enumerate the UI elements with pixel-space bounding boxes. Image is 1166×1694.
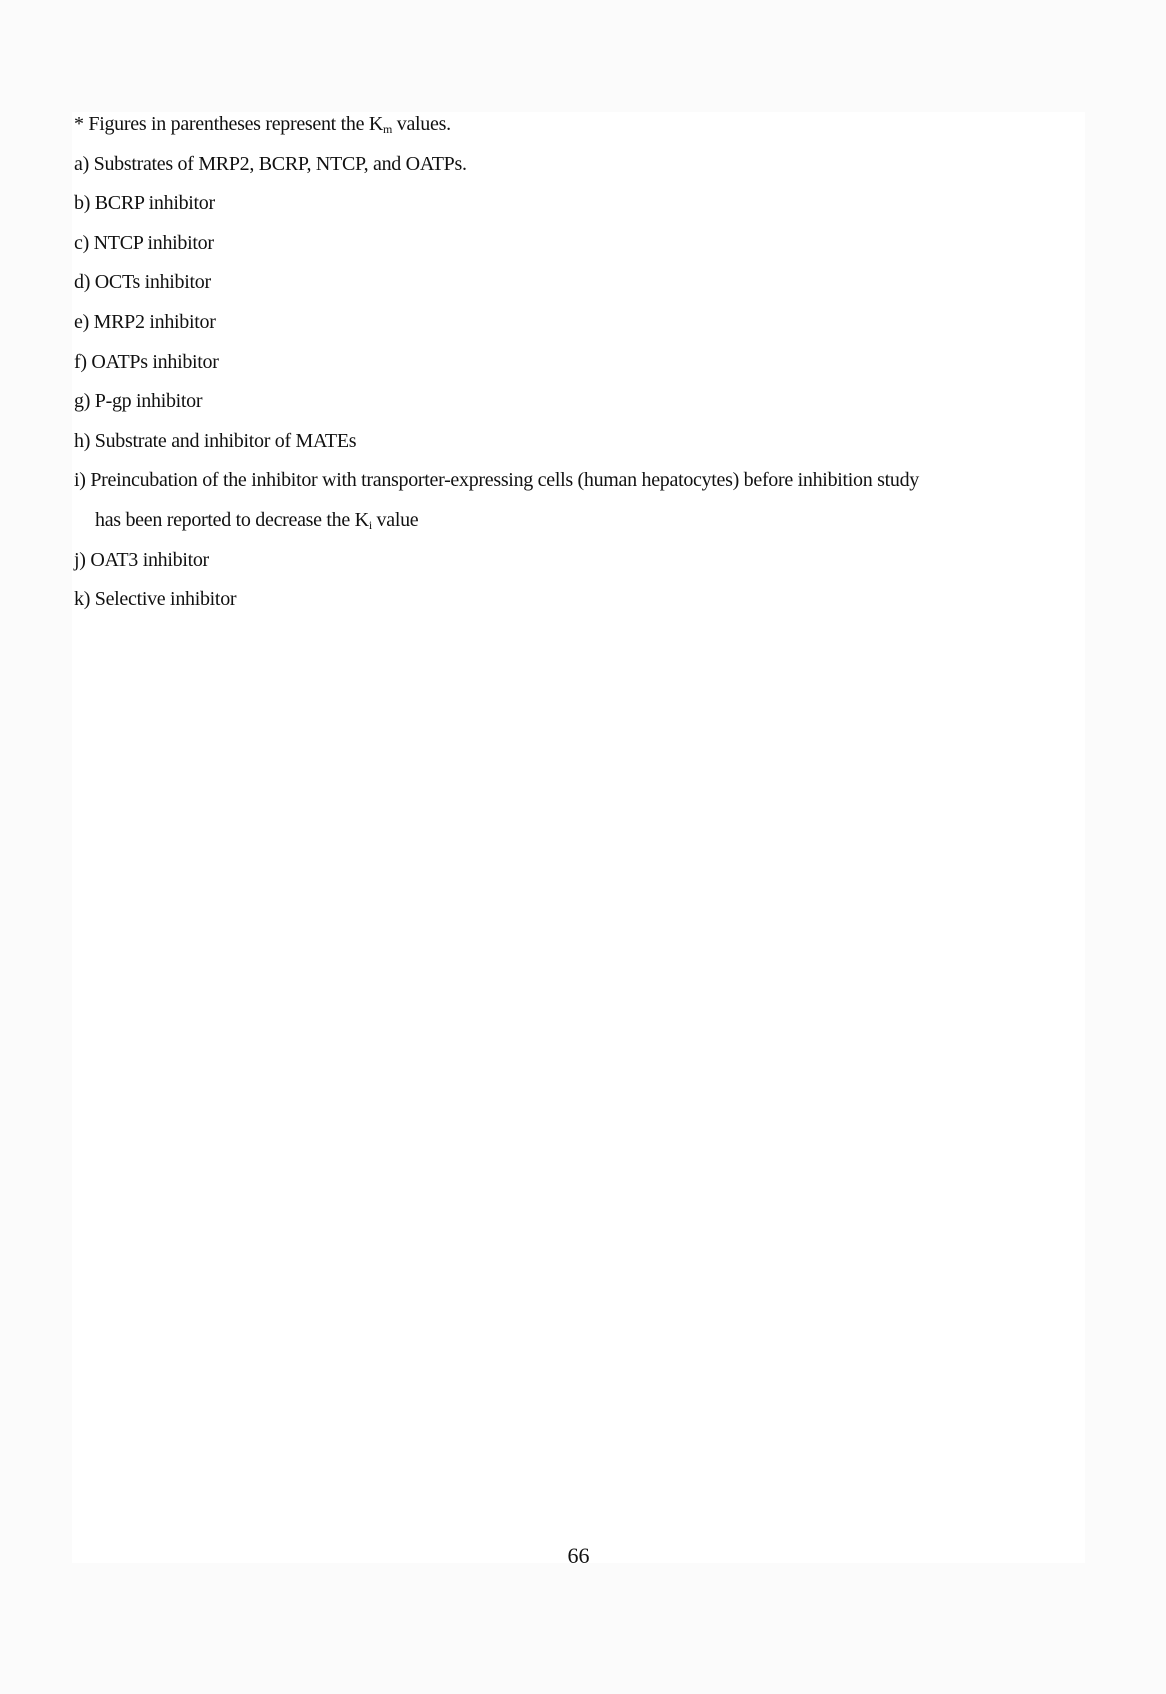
- footnote-f: f) OATPs inhibitor: [74, 351, 219, 373]
- footnote-e: e) MRP2 inhibitor: [74, 311, 216, 333]
- footnote-i: i) Preincubation of the inhibitor with transporter-expressing cells (human hepatocytes) before inhibition study: [74, 469, 919, 491]
- footnote-k: k) Selective inhibitor: [74, 588, 237, 610]
- footnote-b: b) BCRP inhibitor: [74, 192, 215, 214]
- footnote-g: g) P-gp inhibitor: [74, 390, 203, 412]
- footnote-text: * Figures in parentheses represent the K: [74, 113, 384, 135]
- footnote-i-continued: [95, 508, 418, 532]
- footnote-text: value: [371, 509, 419, 531]
- subscript: m: [383, 122, 393, 136]
- footnote-d: d) OCTs inhibitor: [74, 271, 211, 293]
- page-number: 66: [567, 1543, 590, 1568]
- footnote-h: h) Substrate and inhibitor of MATEs: [74, 430, 357, 452]
- footnote-a: a) Substrates of MRP2, BCRP, NTCP, and OATPs.: [74, 153, 467, 175]
- footnote-text: values.: [392, 113, 451, 135]
- footnote-text: has been reported to decrease the K: [95, 509, 369, 531]
- subscript: i: [368, 518, 372, 532]
- footnote-c: c) NTCP inhibitor: [74, 232, 214, 254]
- footnote-j: j) OAT3 inhibitor: [74, 549, 209, 571]
- footnote-km-header: [74, 112, 451, 136]
- document-page: [72, 112, 1085, 1568]
